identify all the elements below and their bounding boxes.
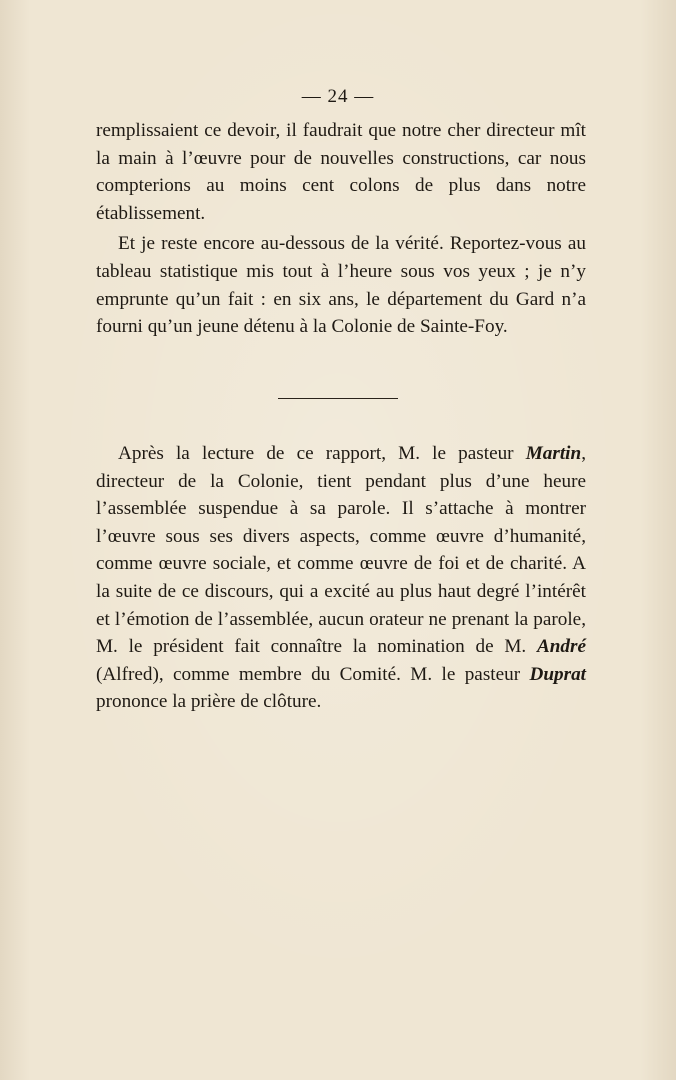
- body-text-bottom: [96, 440, 586, 716]
- page-number: — 24 —: [301, 86, 375, 107]
- paragraph-reportez: Et je reste encore au-dessous de la vérité. Reportez-vous au tableau statistique mis tout à l’heure sous vos yeux ; je n’y emprunte qu’un fait : en six ans, le département du Gard n’a fourni qu’un jeune détenu à la Colonie de Sainte-Foy.: [96, 233, 586, 338]
- paragraph-continuation: remplissaient ce devoir, il faudrait que notre cher directeur mît la main à l’œuvre pour de nouvelles constructions, car nous compterions au moins cent colons de plus dans notre établissement.: [96, 120, 586, 224]
- person-name-duprat: Duprat: [529, 663, 586, 685]
- paragraph-apres: [96, 440, 586, 716]
- person-name-martin: Martin: [525, 443, 582, 464]
- body-text-top: [96, 117, 586, 341]
- text-segment: prononce la prière de clôture.: [96, 691, 322, 713]
- text-segment: (Alfred), comme membre du Comité. M. le pasteur: [96, 663, 530, 685]
- text-segment: Après la lecture de ce rapport, M. le pasteur: [118, 443, 526, 464]
- section-divider: [278, 398, 398, 399]
- text-segment: , directeur de la Colonie, tient pendant plus d’une heure l’assemblée suspendue à sa parole. Il s’attache à montrer l’œuvre sous ses divers aspects, comme œuvre d’humanité, comme œuvre sociale, et comme œuvre de foi et de charité. A la suite de ce discours, qui a excité au plus haut degré l’intérêt et l’émotion de l’assemblée, aucun orateur ne prenant la parole, M. le président fait connaître la nomination de M.: [96, 443, 586, 658]
- person-name-andre: André: [536, 636, 586, 658]
